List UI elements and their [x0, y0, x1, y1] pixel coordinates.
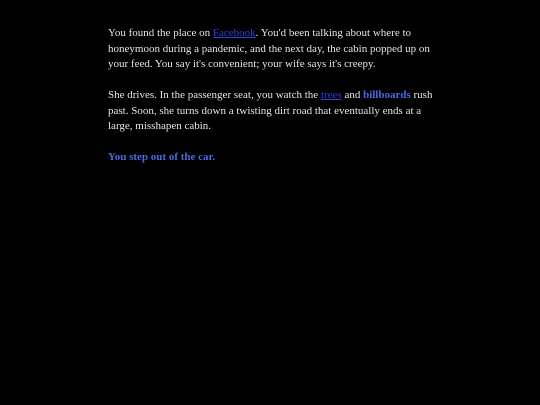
paragraph-facebook — [108, 26, 438, 73]
p1-text-after: . You'd been talking about where to honeymoon during a pandemic, and the next day, the cabin popped up on your feed. You say it's convenient; your wife says it's creepy. — [108, 27, 430, 70]
billboards-link[interactable]: billboards — [363, 89, 411, 101]
paragraph-drive — [108, 88, 438, 135]
trees-link[interactable]: trees — [320, 89, 342, 101]
paragraph-action — [108, 150, 438, 166]
p2-text-mid: and — [341, 89, 364, 101]
p2-text-after: rush past. Soon, she turns down a twisting dirt road that eventually ends at a large, misshapen cabin. — [108, 89, 433, 132]
facebook-link[interactable]: Facebook — [212, 27, 256, 39]
p2-text-before: She drives. In the passenger seat, you watch the — [108, 89, 321, 101]
p1-text-before: You found the place on — [108, 27, 213, 39]
story-passage — [108, 26, 438, 181]
step-out-link[interactable]: You step out of the car. — [108, 151, 216, 163]
